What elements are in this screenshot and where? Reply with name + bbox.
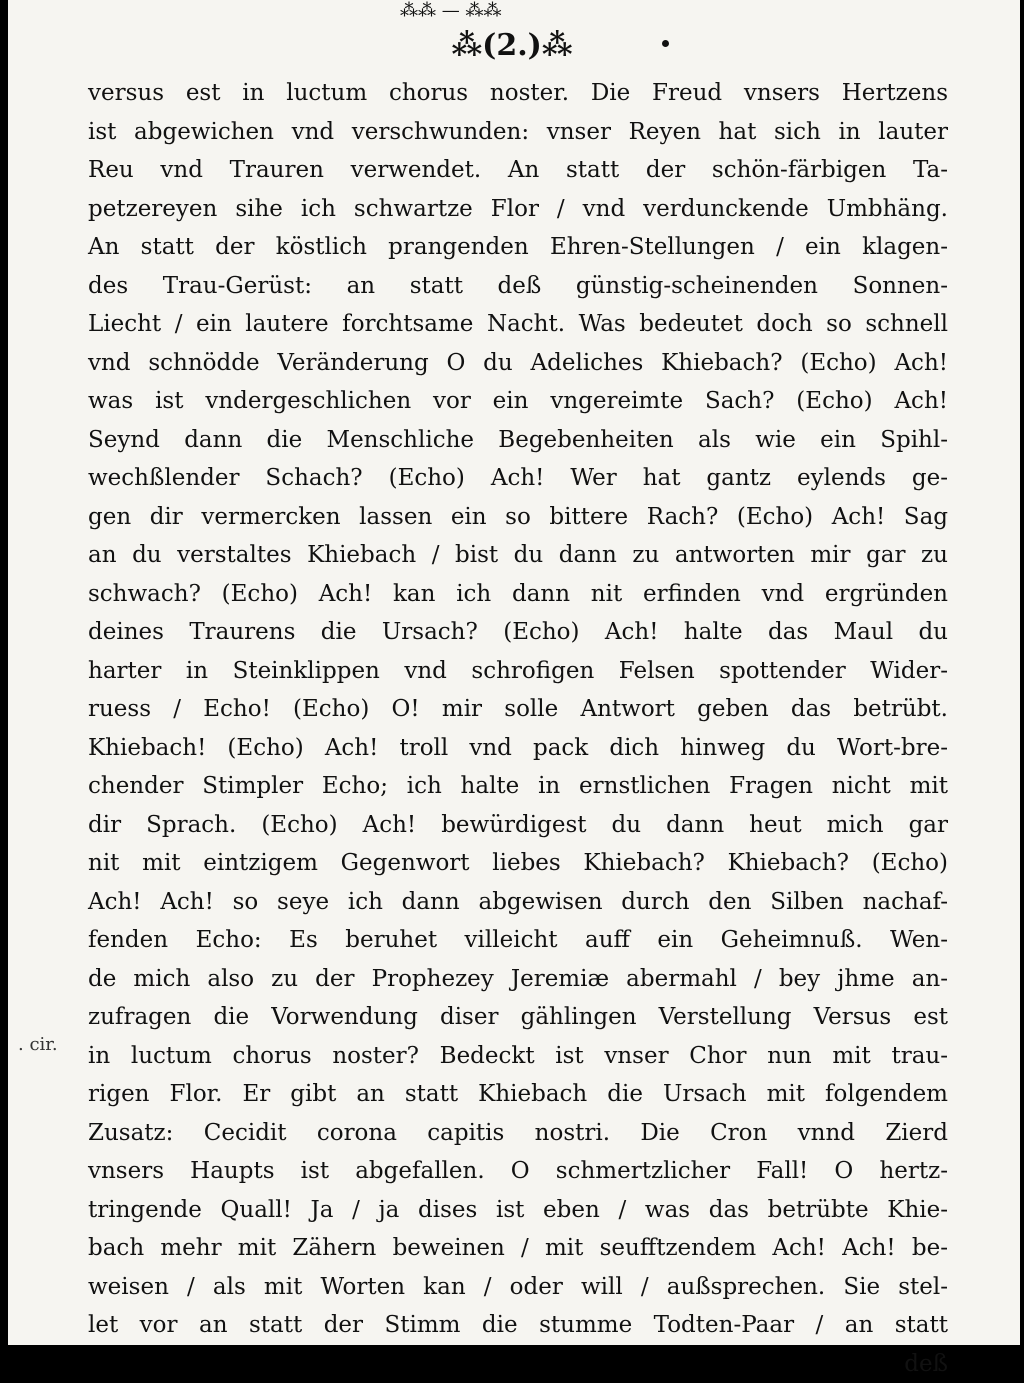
ink-dot	[662, 40, 669, 47]
text-line: Zusatz: Cecidit corona capitis nostri. Die Cron vnnd Zierd	[88, 1114, 948, 1153]
text-line: deines Traurens die Ursach? (Echo) Ach! halte das Maul du	[88, 613, 948, 652]
text-line: let vor an statt der Stimm die stumme Todten-Paar / an statt	[88, 1306, 948, 1345]
text-line: an du verstaltes Khiebach / bist du dann zu antworten mir gar zu	[88, 536, 948, 575]
top-fragment: ⁂⁂ — ⁂⁂	[400, 0, 640, 22]
page-header: ⁂(2.)⁂	[0, 28, 1024, 63]
text-line: harter in Steinklippen vnd schrofigen Felsen spottender Wider-	[88, 652, 948, 691]
text-line: Seynd dann die Menschliche Begebenheiten als wie ein Spihl-	[88, 421, 948, 460]
text-body	[88, 74, 948, 1383]
text-line: des Trau-Gerüst: an statt deß günstig-scheinenden Sonnen-	[88, 267, 948, 306]
text-line: nit mit eintzigem Gegenwort liebes Khiebach? Khiebach? (Echo)	[88, 844, 948, 883]
text-line: tringende Quall! Ja / ja dises ist eben / was das betrübte Khie-	[88, 1191, 948, 1230]
text-line: vnsers Haupts ist abgefallen. O schmertzlicher Fall! O hertz-	[88, 1152, 948, 1191]
text-line: rigen Flor. Er gibt an statt Khiebach die Ursach mit folgendem	[88, 1075, 948, 1114]
text-line: Liecht / ein lautere forchtsame Nacht. Was bedeutet doch so schnell	[88, 305, 948, 344]
text-line: weisen / als mit Worten kan / oder will / außsprechen. Sie stel-	[88, 1268, 948, 1307]
text-line: petzereyen sihe ich schwartze Flor / vnd verdunckende Umbhäng.	[88, 190, 948, 229]
text-line: versus est in luctum chorus noster. Die Freud vnsers Hertzens	[88, 74, 948, 113]
text-line: vnd schnödde Veränderung O du Adeliches Khiebach? (Echo) Ach!	[88, 344, 948, 383]
text-line: Khiebach! (Echo) Ach! troll vnd pack dich hinweg du Wort-bre-	[88, 729, 948, 768]
text-line: gen dir vermercken lassen ein so bittere Rach? (Echo) Ach! Sag	[88, 498, 948, 537]
text-line: wechßlender Schach? (Echo) Ach! Wer hat gantz eylends ge-	[88, 459, 948, 498]
text-line: Reu vnd Trauren verwendet. An statt der schön-färbigen Ta-	[88, 151, 948, 190]
text-line: ruess / Echo! (Echo) O! mir solle Antwort geben das betrübt.	[88, 690, 948, 729]
text-line: chender Stimpler Echo; ich halte in ernstlichen Fragen nicht mit	[88, 767, 948, 806]
catchword: deß	[88, 1345, 948, 1383]
text-line: An statt der köstlich prangenden Ehren-Stellungen / ein klagen-	[88, 228, 948, 267]
text-line: ist abgewichen vnd verschwunden: vnser Reyen hat sich in lauter	[88, 113, 948, 152]
text-line: was ist vndergeschlichen vor ein vngereimte Sach? (Echo) Ach!	[88, 382, 948, 421]
text-line: de mich also zu der Prophezey Jeremiæ abermahl / bey jhme an-	[88, 960, 948, 999]
text-line: bach mehr mit Zähern beweinen / mit seufftzendem Ach! Ach! be-	[88, 1229, 948, 1268]
text-line: zufragen die Vorwendung diser gählingen Verstellung Versus est	[88, 998, 948, 1037]
text-line: dir Sprach. (Echo) Ach! bewürdigest du dann heut mich gar	[88, 806, 948, 845]
text-line: Ach! Ach! so seye ich dann abgewisen durch den Silben nachaf-	[88, 883, 948, 922]
text-line: fenden Echo: Es beruhet villeicht auff ein Geheimnuß. Wen-	[88, 921, 948, 960]
margin-note: . cir.	[18, 1034, 58, 1055]
text-line: schwach? (Echo) Ach! kan ich dann nit erfinden vnd ergründen	[88, 575, 948, 614]
text-line: in luctum chorus noster? Bedeckt ist vnser Chor nun mit trau-	[88, 1037, 948, 1076]
